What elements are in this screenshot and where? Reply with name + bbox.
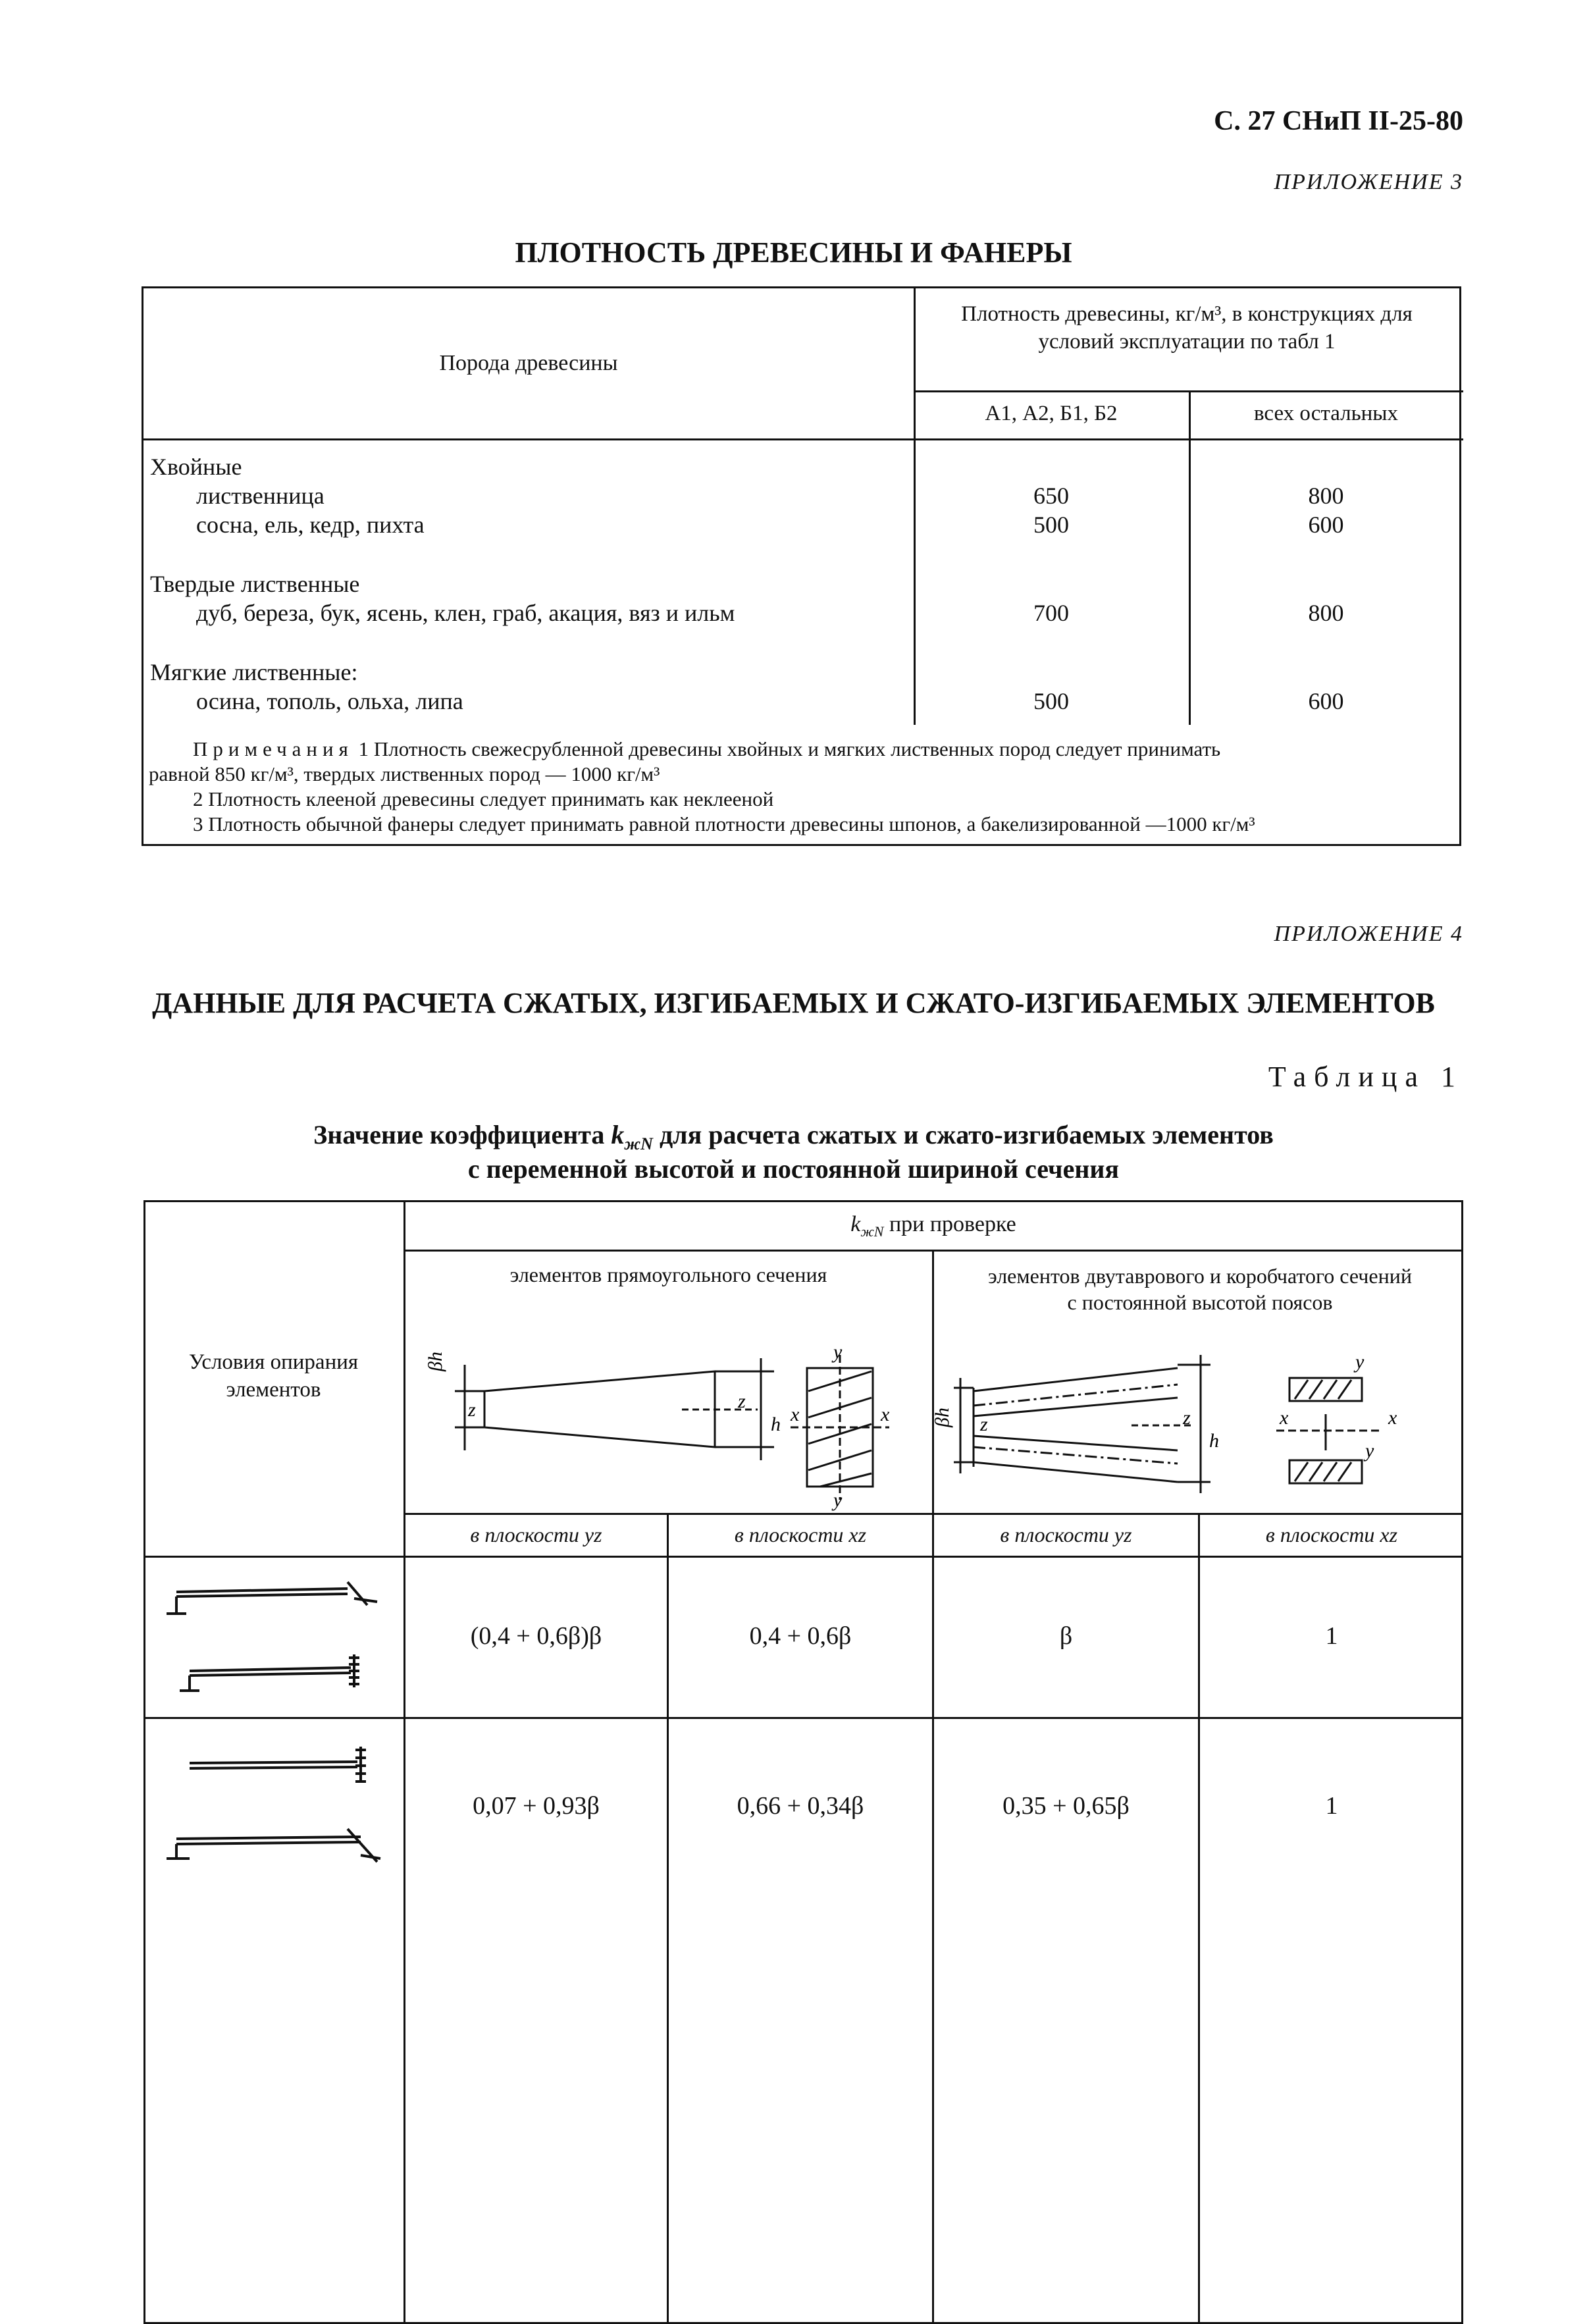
coef-cell: 1 — [1325, 1792, 1338, 1820]
density-a: 500 — [1033, 512, 1069, 538]
species-row: сосна, ель, кедр, пихта — [196, 512, 425, 538]
plane-xz-header: в плоскости xz — [1265, 1523, 1398, 1546]
plane-yz-header: в плоскости yz — [1000, 1523, 1132, 1546]
coef-cell: 0,07 + 0,93β — [473, 1792, 600, 1820]
density-b: 600 — [1308, 688, 1344, 714]
density-b: 600 — [1308, 512, 1344, 538]
note-1b: равной 850 кг/м³, твердых лиственных пород — 1000 кг/м³ — [149, 762, 660, 785]
plane-yz-header: в плоскости yz — [470, 1523, 602, 1546]
group-softwood: Хвойные — [150, 454, 242, 480]
species-row: дуб, береза, бук, ясень, клен, граб, акация, вяз и ильм — [196, 600, 735, 626]
density-a: 500 — [1033, 688, 1069, 714]
table-caption: Значение коэффициента $k_{жN}$ для расчета сжатых и сжато-изгибаемых элементов — [313, 1120, 1274, 1153]
density-b: 800 — [1308, 600, 1344, 626]
coef-cell: 0,35 + 0,65β — [1002, 1792, 1130, 1820]
label-bh: βh — [425, 1352, 446, 1371]
page-header: С. 27 СНиП II-25-80 — [1214, 106, 1463, 136]
label-h: h — [1209, 1430, 1219, 1452]
note-2: 2 Плотность клееной древесины следует принимать как неклееной — [193, 787, 774, 810]
col-density-header: Плотность древесины, кг/м³, в конструкциях для условий эксплуатации по табл 1 — [961, 302, 1413, 354]
coef-table — [143, 1200, 1463, 2324]
label-bh: βh — [931, 1408, 953, 1427]
coef-cell: 0,4 + 0,6β — [749, 1622, 852, 1650]
label-y: y — [1365, 1440, 1374, 1462]
coef-cell: β — [1059, 1622, 1073, 1650]
label-h: h — [771, 1413, 781, 1435]
label-z: z — [468, 1399, 476, 1421]
rect-section-diagram — [405, 1319, 932, 1510]
note-3: 3 Плотность обычной фанеры следует принимать равной плотности древесины шпонов, а бакелизированной —1000 кг/м³ — [193, 812, 1255, 835]
density-a: 700 — [1033, 600, 1069, 626]
density-table — [142, 286, 1461, 846]
label-z: z — [1183, 1407, 1191, 1429]
col-species-header: Порода древесины — [439, 351, 618, 375]
density-a: 650 — [1033, 483, 1069, 509]
table-caption-line2: с переменной высотой и постоянной шириной сечения — [467, 1154, 1120, 1184]
appendix3-label: ПРИЛОЖЕНИЕ 3 — [1274, 170, 1463, 194]
appendix3-title: ПЛОТНОСТЬ ДРЕВЕСИНЫ И ФАНЕРЫ — [515, 236, 1072, 269]
species-row: лиственница — [196, 483, 325, 509]
coef-cell: 0,66 + 0,34β — [737, 1792, 864, 1820]
col-ibeam-header: элементов двутаврового и коробчатого сечений с постоянной высотой поясов — [988, 1264, 1412, 1314]
note-1a: Примечания 1 Плотность свежесрубленной древесины хвойных и мягких лиственных пород следует принимать — [193, 737, 1221, 760]
label-x: x — [881, 1404, 890, 1425]
group-softleaf: Мягкие лиственные: — [150, 659, 358, 685]
coef-cell: 1 — [1325, 1622, 1338, 1650]
support-diagram-row2 — [150, 1724, 400, 1882]
label-z: z — [980, 1413, 988, 1435]
label-y: y — [833, 1489, 843, 1511]
species-row: осина, тополь, ольха, липа — [196, 688, 463, 714]
ibeam-section-diagram — [931, 1319, 1461, 1510]
col-b-header: всех остальных — [1254, 402, 1398, 425]
col-a-header: А1, А2, Б1, Б2 — [985, 402, 1118, 425]
label-x: x — [1388, 1407, 1397, 1429]
support-diagram-row1 — [150, 1562, 400, 1714]
density-b: 800 — [1308, 483, 1344, 509]
col-support-header: Условия опирания элементов — [188, 1350, 359, 1402]
appendix4-title: ДАННЫЕ ДЛЯ РАСЧЕТА СЖАТЫХ, ИЗГИБАЕМЫХ И СЖАТО-ИЗГИБАЕМЫХ ЭЛЕМЕНТОВ — [152, 987, 1435, 1019]
label-x: x — [1280, 1407, 1289, 1429]
plane-xz-header: в плоскости xz — [734, 1523, 867, 1546]
appendix4-label: ПРИЛОЖЕНИЕ 4 — [1274, 922, 1463, 946]
col-rect-header: элементов прямоугольного сечения — [509, 1263, 827, 1286]
label-y: y — [1355, 1351, 1365, 1373]
table-label: Таблица 1 — [1268, 1061, 1463, 1093]
group-hardwood: Твердые лиственные — [150, 571, 360, 597]
coef-cell: (0,4 + 0,6β)β — [470, 1622, 602, 1650]
label-z: z — [738, 1390, 746, 1412]
label-y: y — [833, 1341, 843, 1363]
kzn-header: $k_{жN}$ при проверке — [850, 1212, 1016, 1240]
label-x: x — [791, 1404, 800, 1425]
